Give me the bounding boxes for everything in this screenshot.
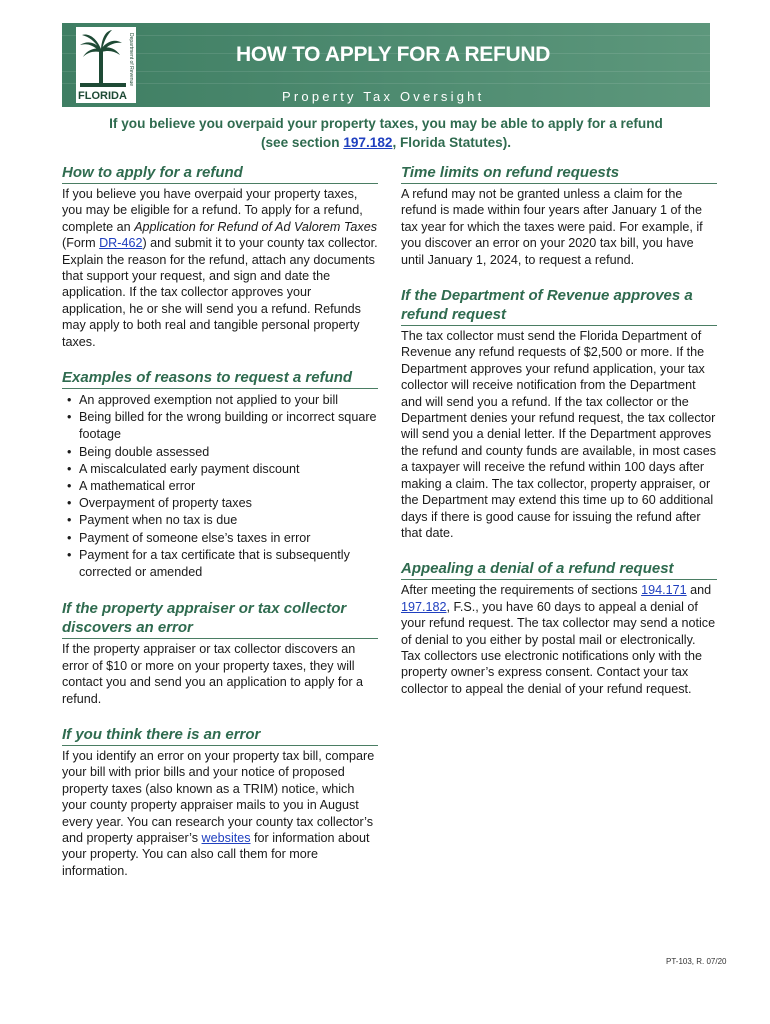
section-think-error [62, 725, 378, 879]
statute-link-194-171[interactable]: 194.171 [641, 583, 687, 598]
intro-text [62, 114, 710, 152]
header-banner [62, 23, 710, 107]
statute-link-197-182-appeal[interactable]: 197.182 [401, 599, 447, 614]
list-item: • Payment when no tax is due [62, 512, 378, 529]
dor-approves-body: The tax collector must send the Florida Department of Revenue any refund requests of $2,500 or more. If the Department approves your refund application, your tax collector will receive notification from the Department and will send you a refund. If the tax collector or the Department denies your refund request, the tax collector will send you a denial letter. If the Department approves the refund and county funds are available, in most cases a taxpayer will receive the refund within 100 days after making a claim. The tax collector, property appraiser, or the Department may extend this time up to 60 additional days if there is good cause for issuing the refund after that date. [401, 329, 717, 540]
heading-appraiser-discovers: If the property appraiser or tax collector discovers an error [62, 599, 378, 639]
section-time-limits [401, 163, 717, 268]
intro-line-2: (see section 197.182, Florida Statutes). [260, 135, 512, 150]
logo-florida-text: FLORIDA [78, 90, 127, 102]
heading-how-to-apply: How to apply for a refund [62, 163, 378, 184]
how-to-apply-body: If you believe you have overpaid your property taxes, you may be eligible for a refund. To apply for a refund, complete an Application for Refund of Ad Valorem Taxes (Form DR-462) and submit it to your county tax collector. Explain the reason for the refund, attach any documents that support your request, and sign and date the application. If the tax collector approves your application, he or she will send you a refund. Refunds may apply to both real and tangible personal property taxes. [62, 187, 378, 349]
examples-list [62, 392, 378, 581]
page-subtitle: Property Tax Oversight [282, 89, 485, 104]
think-error-body: If you identify an error on your property tax bill, compare your bill with prior bills and your notice of proposed property taxes (also known as a TRIM) notice, which your county property appraiser mails to you in August every year. You can research your county tax collector’s and property appraiser’s websites for information about your property. You can also call them for more information. [62, 748, 375, 878]
time-limits-body: A refund may not be granted unless a claim for the refund is made within four years after January 1 of the tax year for which the taxes were paid. For example, if you discover an error on your 2020 tax bill, you have until January 1, 2024, to request a refund. [401, 187, 703, 267]
heading-examples: Examples of reasons to request a refund [62, 368, 378, 389]
statute-link-197-182[interactable]: 197.182 [343, 135, 393, 150]
heading-time-limits: Time limits on refund requests [401, 163, 717, 184]
websites-link[interactable]: websites [201, 830, 251, 845]
list-item: • Overpayment of property taxes [62, 495, 378, 512]
list-item: • A miscalculated early payment discount [62, 461, 378, 478]
heading-appeal: Appealing a denial of a refund request [401, 559, 717, 580]
list-item: • Payment for a tax certificate that is subsequently corrected or amended [62, 547, 378, 581]
appraiser-discovers-body: If the property appraiser or tax collector discovers an error of $10 or more on your property taxes, they will contact you and send you an application to apply for a refund. [62, 642, 364, 706]
list-item: • Being billed for the wrong building or incorrect square footage [62, 409, 378, 443]
section-how-to-apply [62, 163, 378, 350]
appeal-body: After meeting the requirements of sections 194.171 and 197.182, F.S., you have 60 days to appeal a denial of your refund request. The tax collector may send a notice of denial to you either by postal mail or electronically. Tax collectors use electronic notifications only with the property owner’s express consent. Contact your tax collector to appeal the denial of your refund request. [401, 583, 716, 696]
heading-dor-approves: If the Department of Revenue approves a refund request [401, 286, 717, 326]
right-column [401, 163, 717, 715]
page-title: HOW TO APPLY FOR A REFUND [236, 43, 551, 66]
list-item: • Payment of someone else’s taxes in error [62, 530, 378, 547]
florida-dor-logo [76, 27, 136, 103]
list-item: • Being double assessed [62, 444, 378, 461]
section-examples [62, 368, 378, 581]
form-dr-462-link[interactable]: DR-462 [99, 236, 143, 251]
left-column [62, 163, 378, 897]
list-item: • An approved exemption not applied to your bill [62, 392, 378, 409]
section-appraiser-discovers [62, 599, 378, 707]
list-item: • A mathematical error [62, 478, 378, 495]
section-dor-approves [401, 286, 717, 541]
section-appeal [401, 559, 717, 697]
heading-think-error: If you think there is an error [62, 725, 378, 746]
intro-line-1: If you believe you overpaid your property taxes, you may be able to apply for a refund [109, 116, 663, 131]
form-code: PT-103, R. 07/20 [666, 957, 727, 966]
logo-side-text: Department of Revenue [128, 33, 134, 87]
